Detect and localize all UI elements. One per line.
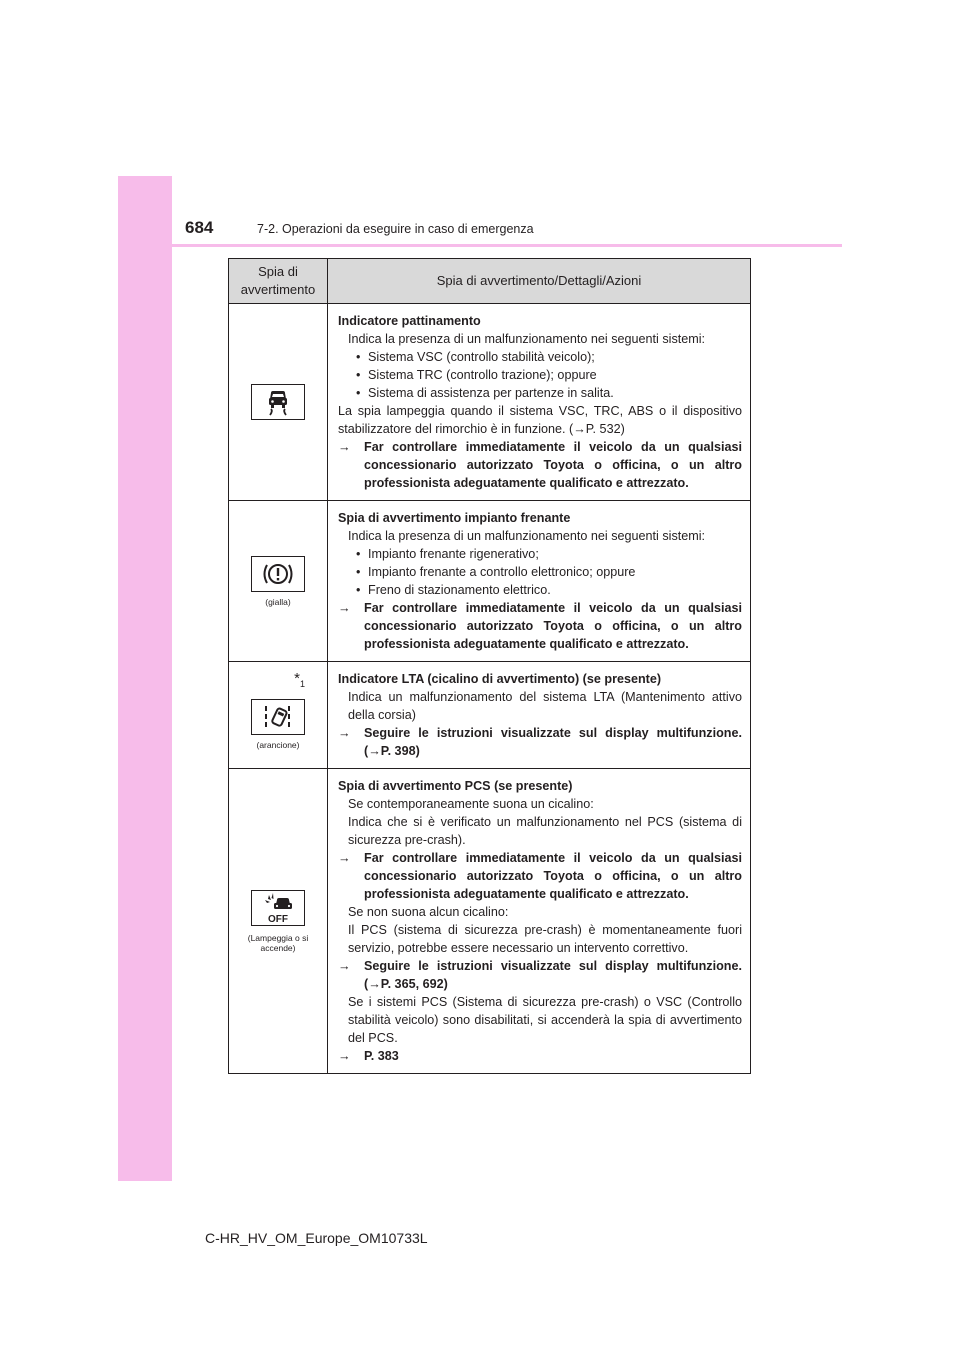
arrow-icon: → bbox=[338, 959, 351, 973]
bullet-list bbox=[338, 348, 742, 402]
row-paragraph: Se i sistemi PCS (Sistema di sicurezza pre-crash) o VSC (Controllo stabilità veicolo) sono disabilitati, si accenderà la spia di avvertimento del PCS. bbox=[348, 995, 742, 1045]
details-cell bbox=[328, 304, 751, 501]
skid-indicator-icon bbox=[251, 384, 305, 420]
action-text: Far controllare immediatamente il veicolo da un qualsiasi concessionario autorizzato Toyota o officina, o un altro professionista adeguatamente qualificato e attrezzato. bbox=[364, 851, 742, 901]
row-paragraph: Se non suona alcun cicalino: bbox=[348, 905, 509, 919]
side-thumb-band bbox=[118, 176, 172, 1181]
section-title: 7-2. Operazioni da eseguire in caso di emergenza bbox=[257, 222, 534, 236]
list-item: • Impianto frenante a controllo elettronico; oppure bbox=[356, 563, 742, 581]
footnote-number: 1 bbox=[299, 679, 305, 689]
lta-indicator-icon bbox=[251, 699, 305, 735]
col-header-details: Spia di avvertimento/Dettagli/Azioni bbox=[328, 259, 751, 304]
document-code: C-HR_HV_OM_Europe_OM10733L bbox=[205, 1230, 428, 1246]
action-text: Far controllare immediatamente il veicolo da un qualsiasi concessionario autorizzato Toyota o officina, o un altro professionista adeguatamente qualificato e attrezzato. bbox=[364, 601, 742, 651]
row-paragraph: Indica che si è verificato un malfunzionamento nel PCS (sistema di sicurezza pre-crash). bbox=[348, 815, 742, 847]
table-row bbox=[229, 769, 751, 1074]
header-rule bbox=[172, 244, 842, 247]
arrow-icon: → bbox=[338, 726, 351, 740]
list-item: • Sistema TRC (controllo trazione); oppure bbox=[356, 366, 742, 384]
row-intro: Indica un malfunzionamento del sistema LTA (Mantenimento attivo della corsia) bbox=[348, 690, 742, 722]
list-item: • Sistema di assistenza per partenze in salita. bbox=[356, 384, 742, 402]
col-header-light: Spia di avvertimento bbox=[229, 259, 328, 304]
icon-cell bbox=[229, 769, 328, 1074]
row-paragraph: Il PCS (sistema di sicurezza pre-crash) è momentaneamente fuori servizio, potrebbe essere necessario un intervento correttivo. bbox=[348, 923, 742, 955]
row-intro: Indica la presenza di un malfunzionamento nei seguenti sistemi: bbox=[348, 529, 706, 543]
action-instruction bbox=[338, 438, 742, 492]
icon-caption: (gialla) bbox=[265, 596, 291, 607]
action-text: Seguire le istruzioni visualizzate sul display multifunzione. (→P. 398) bbox=[364, 726, 742, 758]
bullet-list bbox=[338, 545, 742, 599]
action-text: Seguire le istruzioni visualizzate sul display multifunzione. (→P. 365, 692) bbox=[364, 959, 742, 991]
details-cell bbox=[328, 501, 751, 662]
row-title: Indicatore LTA (cicalino di avvertimento) (se presente) bbox=[338, 672, 662, 686]
table-row bbox=[229, 662, 751, 769]
row-title: Spia di avvertimento PCS (se presente) bbox=[338, 779, 573, 793]
action-instruction bbox=[338, 1047, 742, 1065]
list-item: • Sistema VSC (controllo stabilità veicolo); bbox=[356, 348, 742, 366]
details-cell bbox=[328, 769, 751, 1074]
icon-cell bbox=[229, 304, 328, 501]
list-item: • Impianto frenante rigenerativo; bbox=[356, 545, 742, 563]
brake-system-warning-icon bbox=[251, 556, 305, 592]
icon-caption: (Lampeggia o si accende) bbox=[247, 932, 309, 953]
row-title: Spia di avvertimento impianto frenante bbox=[338, 511, 571, 525]
list-item: • Freno di stazionamento elettrico. bbox=[356, 581, 742, 599]
arrow-icon: → bbox=[338, 1049, 351, 1063]
table-row bbox=[229, 501, 751, 662]
icon-caption: (arancione) bbox=[256, 739, 300, 750]
row-intro: Indica la presenza di un malfunzionamento nei seguenti sistemi: bbox=[348, 332, 706, 346]
table-row bbox=[229, 304, 751, 501]
footnote-mark bbox=[294, 670, 305, 689]
action-text: P. 383 bbox=[364, 1049, 399, 1063]
pcs-off-label: OFF bbox=[268, 913, 288, 924]
arrow-icon: → bbox=[338, 440, 351, 454]
arrow-icon: → bbox=[338, 601, 351, 615]
icon-cell bbox=[229, 501, 328, 662]
footnote-star: * bbox=[294, 670, 300, 687]
icon-cell bbox=[229, 662, 328, 769]
table-header-row bbox=[229, 259, 751, 304]
action-text: Far controllare immediatamente il veicolo da un qualsiasi concessionario autorizzato Toyota o officina, o un altro professionista adeguatamente qualificato e attrezzato. bbox=[364, 440, 742, 490]
warning-light-table bbox=[228, 258, 751, 1074]
details-cell bbox=[328, 662, 751, 769]
action-instruction bbox=[338, 849, 742, 903]
row-title: Indicatore pattinamento bbox=[338, 314, 481, 328]
pcs-warning-icon bbox=[251, 890, 305, 926]
page-number: 684 bbox=[185, 218, 214, 237]
action-instruction bbox=[338, 599, 742, 653]
action-instruction bbox=[338, 724, 742, 760]
action-instruction bbox=[338, 957, 742, 993]
row-paragraph: Se contemporaneamente suona un cicalino: bbox=[348, 797, 594, 811]
row-note: La spia lampeggia quando il sistema VSC, TRC, ABS o il dispositivo stabilizzatore del rimorchio è in funzione. (→P. 532) bbox=[338, 404, 742, 436]
arrow-icon: → bbox=[338, 851, 351, 865]
